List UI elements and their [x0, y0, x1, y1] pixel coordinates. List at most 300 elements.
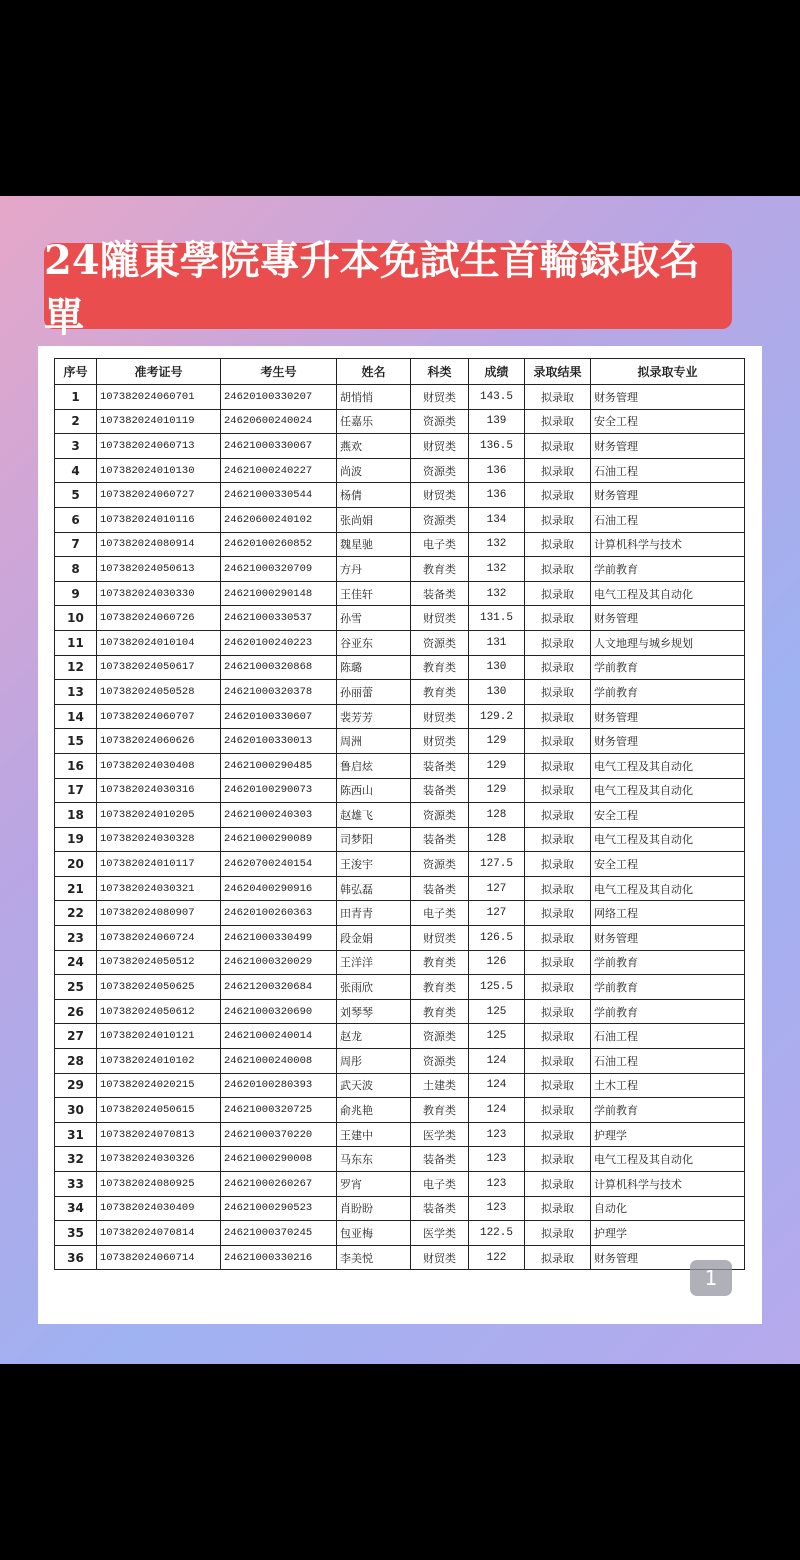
table-cell: 11: [55, 630, 97, 655]
table-cell: 130: [469, 655, 525, 680]
table-cell: 107382024010104: [97, 630, 221, 655]
table-cell: 罗宵: [337, 1172, 411, 1197]
table-row: [55, 483, 745, 508]
table-cell: 周彤: [337, 1049, 411, 1074]
table-cell: 24620100330607: [221, 704, 337, 729]
table-cell: 107382024070814: [97, 1221, 221, 1246]
top-black-bar: [0, 0, 800, 196]
table-cell: 107382024060626: [97, 729, 221, 754]
table-cell: 财务管理: [591, 926, 745, 951]
table-cell: 22: [55, 901, 97, 926]
table-cell: 拟录取: [525, 778, 591, 803]
table-cell: 教育类: [411, 655, 469, 680]
table-cell: 24621000330537: [221, 606, 337, 631]
table-cell: 段金娟: [337, 926, 411, 951]
table-cell: 马东东: [337, 1147, 411, 1172]
page-indicator-badge[interactable]: 1: [690, 1260, 732, 1296]
table-cell: 肖盼盼: [337, 1196, 411, 1221]
table-cell: 24621000240227: [221, 458, 337, 483]
table-cell: 财务管理: [591, 483, 745, 508]
table-cell: 拟录取: [525, 1024, 591, 1049]
table-row: [55, 704, 745, 729]
table-cell: 132: [469, 532, 525, 557]
table-cell: 130: [469, 680, 525, 705]
table-cell: 拟录取: [525, 1098, 591, 1123]
table-row: [55, 630, 745, 655]
table-cell: 107382024010116: [97, 507, 221, 532]
table-cell: 107382024010117: [97, 852, 221, 877]
table-cell: 107382024060713: [97, 434, 221, 459]
table-cell: 35: [55, 1221, 97, 1246]
table-cell: 14: [55, 704, 97, 729]
table-cell: 107382024060714: [97, 1245, 221, 1270]
table-cell: 武天波: [337, 1073, 411, 1098]
table-cell: 装备类: [411, 581, 469, 606]
table-cell: 陈璐: [337, 655, 411, 680]
table-cell: 拟录取: [525, 852, 591, 877]
table-row: [55, 926, 745, 951]
table-cell: 电气工程及其自动化: [591, 876, 745, 901]
table-cell: 132: [469, 581, 525, 606]
table-cell: 教育类: [411, 999, 469, 1024]
table-cell: 资源类: [411, 1049, 469, 1074]
table-cell: 107382024080907: [97, 901, 221, 926]
table-cell: 107382024020215: [97, 1073, 221, 1098]
table-cell: 拟录取: [525, 753, 591, 778]
table-cell: 张尚娟: [337, 507, 411, 532]
table-cell: 13: [55, 680, 97, 705]
table-body: [55, 385, 745, 1270]
table-cell: 拟录取: [525, 385, 591, 410]
table-cell: 129: [469, 778, 525, 803]
table-cell: 石油工程: [591, 507, 745, 532]
table-cell: 拟录取: [525, 901, 591, 926]
page-title: 24隴東學院專升本免試生首輪録取名單: [44, 243, 732, 329]
table-cell: 125: [469, 1024, 525, 1049]
table-cell: 拟录取: [525, 827, 591, 852]
table-cell: 财务管理: [591, 704, 745, 729]
table-cell: 方丹: [337, 557, 411, 582]
table-cell: 电气工程及其自动化: [591, 581, 745, 606]
table-row: [55, 532, 745, 557]
table-cell: 护理学: [591, 1122, 745, 1147]
table-cell: 李美悦: [337, 1245, 411, 1270]
table-cell: 鲁启炫: [337, 753, 411, 778]
table-cell: 24621000290485: [221, 753, 337, 778]
table-cell: 安全工程: [591, 803, 745, 828]
table-row: [55, 876, 745, 901]
table-cell: 孙雪: [337, 606, 411, 631]
table-cell: 拟录取: [525, 434, 591, 459]
table-cell: 107382024030326: [97, 1147, 221, 1172]
table-cell: 电气工程及其自动化: [591, 753, 745, 778]
table-cell: 1: [55, 385, 97, 410]
table-cell: 36: [55, 1245, 97, 1270]
table-cell: 资源类: [411, 1024, 469, 1049]
table-cell: 电气工程及其自动化: [591, 778, 745, 803]
table-cell: 107382024010121: [97, 1024, 221, 1049]
admission-table: [54, 358, 745, 1270]
table-cell: 教育类: [411, 557, 469, 582]
table-row: [55, 901, 745, 926]
table-cell: 学前教育: [591, 950, 745, 975]
table-cell: 拟录取: [525, 1221, 591, 1246]
table-cell: 俞兆艳: [337, 1098, 411, 1123]
table-cell: 医学类: [411, 1221, 469, 1246]
table-cell: 拟录取: [525, 409, 591, 434]
table-header-row: [55, 359, 745, 385]
table-cell: 139: [469, 409, 525, 434]
table-cell: 123: [469, 1196, 525, 1221]
table-cell: 107382024030330: [97, 581, 221, 606]
table-cell: 资源类: [411, 507, 469, 532]
table-cell: 财务管理: [591, 434, 745, 459]
table-cell: 任嘉乐: [337, 409, 411, 434]
table-cell: 20: [55, 852, 97, 877]
table-cell: 24621000240303: [221, 803, 337, 828]
table-cell: 26: [55, 999, 97, 1024]
table-cell: 杨倩: [337, 483, 411, 508]
table-cell: 韩弘磊: [337, 876, 411, 901]
table-row: [55, 950, 745, 975]
table-cell: 24621000330544: [221, 483, 337, 508]
table-cell: 24621000330067: [221, 434, 337, 459]
table-cell: 107382024070813: [97, 1122, 221, 1147]
table-cell: 24620100330207: [221, 385, 337, 410]
table-cell: 124: [469, 1049, 525, 1074]
table-cell: 护理学: [591, 1221, 745, 1246]
table-cell: 拟录取: [525, 803, 591, 828]
table-cell: 136.5: [469, 434, 525, 459]
table-cell: 刘琴琴: [337, 999, 411, 1024]
table-cell: 24620600240102: [221, 507, 337, 532]
table-cell: 拟录取: [525, 1147, 591, 1172]
table-row: [55, 1172, 745, 1197]
table-cell: 4: [55, 458, 97, 483]
table-cell: 28: [55, 1049, 97, 1074]
table-cell: 27: [55, 1024, 97, 1049]
table-cell: 魏星驰: [337, 532, 411, 557]
table-cell: 127: [469, 901, 525, 926]
table-cell: 赵龙: [337, 1024, 411, 1049]
table-cell: 教育类: [411, 1098, 469, 1123]
table-cell: 107382024050625: [97, 975, 221, 1000]
table-cell: 拟录取: [525, 876, 591, 901]
table-cell: 拟录取: [525, 458, 591, 483]
table-cell: 孙丽蕾: [337, 680, 411, 705]
table-cell: 24: [55, 950, 97, 975]
table-cell: 土建类: [411, 1073, 469, 1098]
table-cell: 107382024050613: [97, 557, 221, 582]
table-cell: 石油工程: [591, 1024, 745, 1049]
table-cell: 107382024060701: [97, 385, 221, 410]
table-cell: 燕欢: [337, 434, 411, 459]
table-cell: 8: [55, 557, 97, 582]
table-cell: 拟录取: [525, 1049, 591, 1074]
table-cell: 107382024010205: [97, 803, 221, 828]
table-cell: 16: [55, 753, 97, 778]
table-cell: 125: [469, 999, 525, 1024]
table-cell: 包亚梅: [337, 1221, 411, 1246]
table-cell: 24620700240154: [221, 852, 337, 877]
table-cell: 人文地理与城乡规划: [591, 630, 745, 655]
table-row: [55, 458, 745, 483]
table-cell: 资源类: [411, 630, 469, 655]
table-cell: 128: [469, 803, 525, 828]
table-cell: 学前教育: [591, 680, 745, 705]
table-cell: 31: [55, 1122, 97, 1147]
table-cell: 25: [55, 975, 97, 1000]
table-cell: 134: [469, 507, 525, 532]
table-cell: 124: [469, 1098, 525, 1123]
table-cell: 拟录取: [525, 1073, 591, 1098]
table-row: [55, 1049, 745, 1074]
table-cell: 拟录取: [525, 729, 591, 754]
table-cell: 24621000320709: [221, 557, 337, 582]
table-cell: 3: [55, 434, 97, 459]
table-row: [55, 729, 745, 754]
table-cell: 126: [469, 950, 525, 975]
table-cell: 财贸类: [411, 606, 469, 631]
table-cell: 24621000240014: [221, 1024, 337, 1049]
table-cell: 装备类: [411, 827, 469, 852]
table-row: [55, 1245, 745, 1270]
table-cell: 24621000320378: [221, 680, 337, 705]
table-cell: 教育类: [411, 950, 469, 975]
table-row: [55, 409, 745, 434]
table-cell: 124: [469, 1073, 525, 1098]
table-cell: 107382024030408: [97, 753, 221, 778]
table-cell: 拟录取: [525, 1172, 591, 1197]
table-row: [55, 1073, 745, 1098]
table-cell: 143.5: [469, 385, 525, 410]
table-row: [55, 1024, 745, 1049]
table-cell: 拟录取: [525, 1122, 591, 1147]
table-row: [55, 1122, 745, 1147]
table-cell: 王建中: [337, 1122, 411, 1147]
table-cell: 拟录取: [525, 1196, 591, 1221]
table-cell: 拟录取: [525, 581, 591, 606]
table-cell: 24621000320868: [221, 655, 337, 680]
table-cell: 33: [55, 1172, 97, 1197]
table-row: [55, 1098, 745, 1123]
table-cell: 7: [55, 532, 97, 557]
table-cell: 谷亚东: [337, 630, 411, 655]
table-cell: 24621000240008: [221, 1049, 337, 1074]
table-cell: 资源类: [411, 458, 469, 483]
table-cell: 学前教育: [591, 975, 745, 1000]
table-cell: 24621000290523: [221, 1196, 337, 1221]
table-row: [55, 1196, 745, 1221]
table-cell: 拟录取: [525, 655, 591, 680]
table-cell: 财务管理: [591, 606, 745, 631]
table-cell: 土木工程: [591, 1073, 745, 1098]
table-cell: 136: [469, 458, 525, 483]
table-cell: 教育类: [411, 975, 469, 1000]
table-cell: 107382024030316: [97, 778, 221, 803]
table-cell: 24621000320029: [221, 950, 337, 975]
table-cell: 34: [55, 1196, 97, 1221]
table-cell: 126.5: [469, 926, 525, 951]
table-cell: 107382024050617: [97, 655, 221, 680]
header-cell: 成绩: [469, 359, 525, 385]
table-cell: 装备类: [411, 876, 469, 901]
table-cell: 24621000290148: [221, 581, 337, 606]
table-row: [55, 827, 745, 852]
header-cell: 拟录取专业: [591, 359, 745, 385]
header-cell: 录取结果: [525, 359, 591, 385]
table-cell: 19: [55, 827, 97, 852]
table-cell: 财贸类: [411, 926, 469, 951]
table-cell: 2: [55, 409, 97, 434]
table-cell: 107382024010119: [97, 409, 221, 434]
table-cell: 107382024050512: [97, 950, 221, 975]
table-cell: 周洲: [337, 729, 411, 754]
table-cell: 24621000330216: [221, 1245, 337, 1270]
table-row: [55, 507, 745, 532]
table-cell: 安全工程: [591, 409, 745, 434]
table-cell: 107382024050615: [97, 1098, 221, 1123]
table-cell: 财务管理: [591, 729, 745, 754]
bottom-black-bar: [0, 1364, 800, 1560]
table-row: [55, 385, 745, 410]
table-cell: 24620100260852: [221, 532, 337, 557]
table-cell: 129: [469, 753, 525, 778]
table-cell: 24621000320690: [221, 999, 337, 1024]
table-cell: 122.5: [469, 1221, 525, 1246]
table-cell: 12: [55, 655, 97, 680]
table-cell: 赵雄飞: [337, 803, 411, 828]
table-cell: 21: [55, 876, 97, 901]
table-row: [55, 680, 745, 705]
table-cell: 陈西山: [337, 778, 411, 803]
table-cell: 6: [55, 507, 97, 532]
table-cell: 23: [55, 926, 97, 951]
table-cell: 107382024080925: [97, 1172, 221, 1197]
table-row: [55, 655, 745, 680]
table-cell: 24621000290008: [221, 1147, 337, 1172]
table-cell: 电气工程及其自动化: [591, 827, 745, 852]
table-cell: 拟录取: [525, 507, 591, 532]
header-cell: 序号: [55, 359, 97, 385]
table-cell: 财贸类: [411, 1245, 469, 1270]
table-cell: 24621000290089: [221, 827, 337, 852]
table-row: [55, 557, 745, 582]
table-cell: 拟录取: [525, 680, 591, 705]
table-cell: 10: [55, 606, 97, 631]
table-row: [55, 434, 745, 459]
table-cell: 107382024010130: [97, 458, 221, 483]
table-cell: 张雨欣: [337, 975, 411, 1000]
table-cell: 24620100280393: [221, 1073, 337, 1098]
table-cell: 107382024050612: [97, 999, 221, 1024]
table-cell: 24620600240024: [221, 409, 337, 434]
table-cell: 尚波: [337, 458, 411, 483]
table-cell: 9: [55, 581, 97, 606]
table-cell: 17: [55, 778, 97, 803]
table-cell: 装备类: [411, 1196, 469, 1221]
table-cell: 122: [469, 1245, 525, 1270]
table-cell: 胡悄悄: [337, 385, 411, 410]
table-cell: 107382024050528: [97, 680, 221, 705]
table-cell: 123: [469, 1147, 525, 1172]
image-stage: [0, 196, 800, 1364]
table-cell: 107382024030321: [97, 876, 221, 901]
table-cell: 装备类: [411, 753, 469, 778]
table-cell: 财贸类: [411, 729, 469, 754]
table-cell: 拟录取: [525, 483, 591, 508]
table-cell: 财务管理: [591, 385, 745, 410]
table-cell: 24621000370245: [221, 1221, 337, 1246]
table-cell: 自动化: [591, 1196, 745, 1221]
table-cell: 学前教育: [591, 999, 745, 1024]
table-cell: 136: [469, 483, 525, 508]
table-row: [55, 803, 745, 828]
table-cell: 129: [469, 729, 525, 754]
table-cell: 127: [469, 876, 525, 901]
table-cell: 123: [469, 1122, 525, 1147]
table-cell: 资源类: [411, 803, 469, 828]
table-cell: 129.2: [469, 704, 525, 729]
table-cell: 24621000370220: [221, 1122, 337, 1147]
table-row: [55, 606, 745, 631]
table-cell: 教育类: [411, 680, 469, 705]
table-cell: 电子类: [411, 901, 469, 926]
header-cell: 科类: [411, 359, 469, 385]
table-row: [55, 581, 745, 606]
table-cell: 拟录取: [525, 630, 591, 655]
table-row: [55, 753, 745, 778]
table-cell: 24621000320725: [221, 1098, 337, 1123]
table-cell: 电气工程及其自动化: [591, 1147, 745, 1172]
table-cell: 24620100330013: [221, 729, 337, 754]
table-cell: 32: [55, 1147, 97, 1172]
table-cell: 财贸类: [411, 483, 469, 508]
table-cell: 财贸类: [411, 704, 469, 729]
table-cell: 5: [55, 483, 97, 508]
table-cell: 王佳轩: [337, 581, 411, 606]
table-cell: 拟录取: [525, 557, 591, 582]
table-cell: 财贸类: [411, 385, 469, 410]
table-cell: 拟录取: [525, 926, 591, 951]
header-cell: 姓名: [337, 359, 411, 385]
table-cell: 电子类: [411, 1172, 469, 1197]
table-row: [55, 1221, 745, 1246]
table-cell: 24620100240223: [221, 630, 337, 655]
table-cell: 107382024060707: [97, 704, 221, 729]
table-cell: 学前教育: [591, 1098, 745, 1123]
table-row: [55, 778, 745, 803]
table-cell: 田青青: [337, 901, 411, 926]
table-cell: 拟录取: [525, 975, 591, 1000]
table-cell: 24620100260363: [221, 901, 337, 926]
table-cell: 财贸类: [411, 434, 469, 459]
table-cell: 王洋洋: [337, 950, 411, 975]
table-cell: 计算机科学与技术: [591, 532, 745, 557]
table-cell: 拟录取: [525, 950, 591, 975]
header-cell: 准考证号: [97, 359, 221, 385]
table-cell: 安全工程: [591, 852, 745, 877]
table-cell: 24621000330499: [221, 926, 337, 951]
table-cell: 123: [469, 1172, 525, 1197]
table-cell: 财务管理: [591, 1245, 745, 1270]
table-cell: 107382024060724: [97, 926, 221, 951]
table-cell: 107382024030328: [97, 827, 221, 852]
table-cell: 30: [55, 1098, 97, 1123]
table-cell: 装备类: [411, 778, 469, 803]
table-cell: 107382024060726: [97, 606, 221, 631]
table-cell: 电子类: [411, 532, 469, 557]
